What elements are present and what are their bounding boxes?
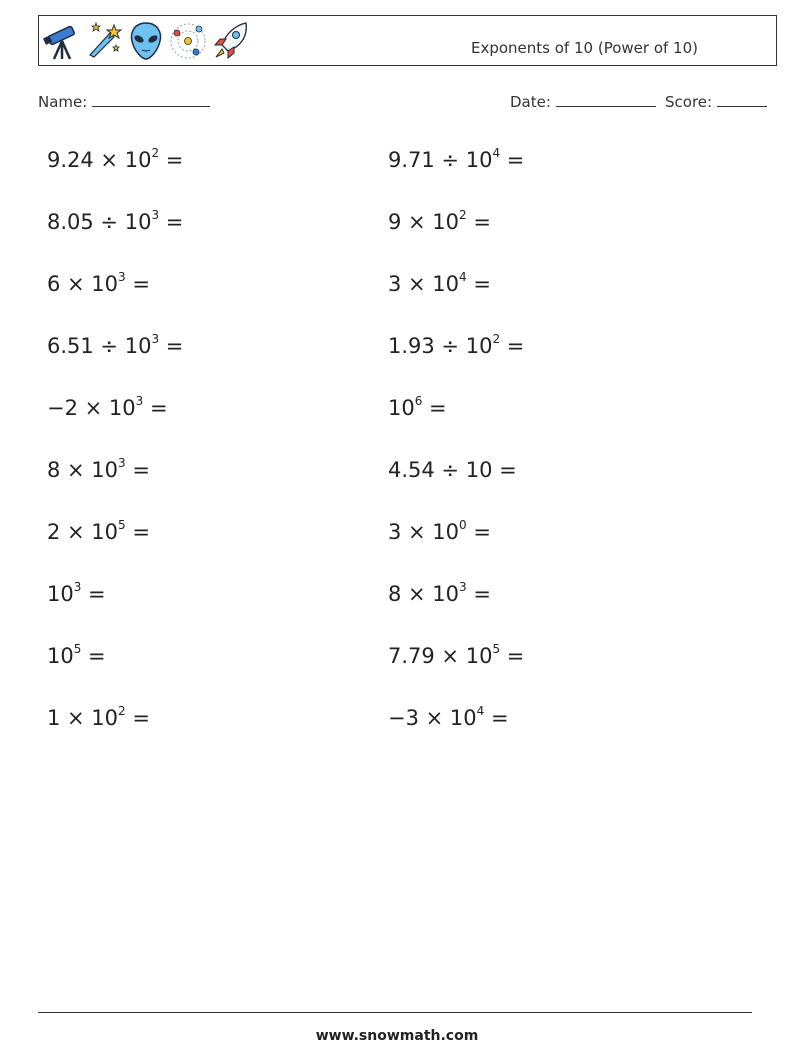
problem-equals: = — [125, 458, 150, 482]
problem-equals: = — [466, 210, 491, 234]
name-blank[interactable] — [92, 92, 210, 107]
problem-item — [388, 210, 491, 234]
orbit-icon — [168, 19, 208, 63]
problem-expression: −3 × 10 — [388, 706, 477, 730]
date-blank[interactable] — [556, 92, 656, 107]
problem-item — [47, 148, 183, 172]
problem-equals: = — [466, 520, 491, 544]
problem-item — [388, 458, 517, 482]
name-field — [38, 92, 210, 111]
problem-exponent: 2 — [492, 332, 501, 346]
score-blank[interactable] — [717, 92, 767, 107]
problem-item — [47, 210, 183, 234]
problem-item — [388, 148, 524, 172]
problem-exponent: 5 — [118, 518, 126, 532]
problem-equals: = — [466, 582, 491, 606]
problem-item — [388, 396, 447, 420]
problem-item — [388, 644, 524, 668]
problem-exponent: 3 — [118, 456, 126, 470]
worksheet-header — [38, 15, 777, 66]
problem-item — [47, 706, 150, 730]
problem-expression: 4.54 ÷ 10 — [388, 458, 493, 482]
footer-website: www.snowmath.com — [315, 1028, 479, 1044]
date-field — [510, 92, 656, 111]
problem-equals: = — [125, 706, 150, 730]
problem-expression: 8 × 10 — [388, 582, 460, 606]
problem-equals: = — [143, 396, 168, 420]
problem-item — [47, 644, 106, 668]
name-label: Name: — [38, 93, 88, 111]
problem-item — [47, 334, 183, 358]
problem-item — [388, 706, 509, 730]
problem-exponent: 5 — [73, 642, 82, 656]
problem-exponent: 2 — [459, 208, 467, 222]
telescope-icon — [42, 19, 82, 63]
problem-expression: 3 × 10 — [388, 520, 460, 544]
worksheet-title: Exponents of 10 (Power of 10) — [471, 39, 698, 57]
problem-exponent: 3 — [73, 580, 82, 594]
problem-equals: = — [81, 644, 106, 668]
problem-expression: 6.51 ÷ 10 — [47, 334, 152, 358]
problem-expression: 8 × 10 — [47, 458, 119, 482]
problem-expression: 1.93 ÷ 10 — [388, 334, 493, 358]
problem-item — [47, 520, 150, 544]
problem-exponent: 0 — [459, 518, 467, 532]
problem-expression: −2 × 10 — [47, 396, 136, 420]
score-field — [665, 92, 767, 111]
problem-expression: 10 — [47, 582, 74, 606]
problem-equals: = — [492, 458, 517, 482]
problem-item — [47, 396, 168, 420]
problem-expression: 9.24 × 10 — [47, 148, 152, 172]
problem-item — [388, 520, 491, 544]
problem-equals: = — [125, 520, 150, 544]
score-label: Score: — [665, 93, 713, 111]
problem-equals: = — [500, 148, 525, 172]
problem-item — [388, 334, 524, 358]
problem-exponent: 2 — [118, 704, 126, 718]
problem-equals: = — [466, 272, 491, 296]
problem-exponent: 3 — [151, 208, 160, 222]
problem-equals: = — [125, 272, 150, 296]
problem-item — [47, 458, 150, 482]
problem-exponent: 3 — [151, 332, 160, 346]
problem-exponent: 3 — [459, 580, 467, 594]
problem-item — [47, 582, 106, 606]
problem-expression: 6 × 10 — [47, 272, 119, 296]
problem-equals: = — [500, 644, 525, 668]
problem-expression: 10 — [47, 644, 74, 668]
problem-exponent: 4 — [476, 704, 485, 718]
problem-equals: = — [484, 706, 509, 730]
problem-item — [388, 272, 491, 296]
problem-item — [47, 272, 150, 296]
footer-divider — [38, 1012, 752, 1013]
problem-exponent: 6 — [414, 394, 423, 408]
problem-expression: 10 — [388, 396, 415, 420]
problem-equals: = — [422, 396, 447, 420]
problem-exponent: 5 — [492, 642, 501, 656]
problem-expression: 2 × 10 — [47, 520, 119, 544]
problem-exponent: 4 — [492, 146, 501, 160]
problem-exponent: 3 — [118, 270, 126, 284]
header-icons — [42, 19, 250, 63]
problem-exponent: 3 — [135, 394, 144, 408]
problem-equals: = — [500, 334, 525, 358]
problem-expression: 9 × 10 — [388, 210, 460, 234]
problem-equals: = — [159, 334, 184, 358]
shooting-star-icon — [84, 19, 124, 63]
problem-item — [388, 582, 491, 606]
problem-expression: 7.79 × 10 — [388, 644, 493, 668]
problem-equals: = — [81, 582, 106, 606]
alien-icon — [126, 19, 166, 63]
problem-expression: 1 × 10 — [47, 706, 119, 730]
problem-expression: 8.05 ÷ 10 — [47, 210, 152, 234]
problem-exponent: 4 — [459, 270, 467, 284]
problem-exponent: 2 — [151, 146, 160, 160]
rocket-icon — [210, 19, 250, 63]
problem-expression: 9.71 ÷ 10 — [388, 148, 493, 172]
problem-expression: 3 × 10 — [388, 272, 460, 296]
date-label: Date: — [510, 93, 551, 111]
problem-equals: = — [159, 210, 184, 234]
problem-equals: = — [159, 148, 184, 172]
